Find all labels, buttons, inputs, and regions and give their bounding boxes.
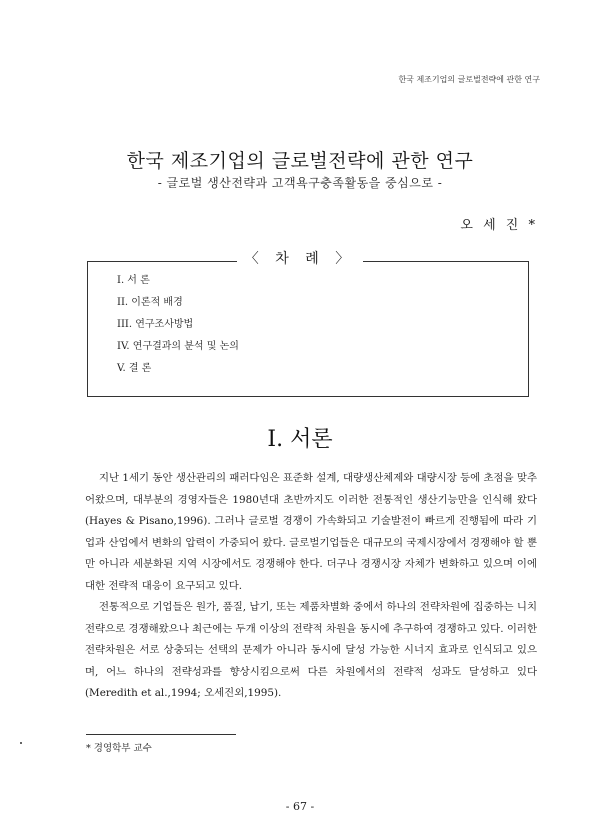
section-title: I. 서론 (267, 427, 333, 452)
paragraph: 지난 1세기 동안 생산관리의 패러다임은 표준화 설계, 대량생산체제와 대량시장 등에 초점을 맞추어왔으며, 대부분의 경영자들은 1980년대 초반까지도 이러한 전통적인 생산기능만을 인식해 왔다(Hayes & Pisano,1996). 그러나 글로벌 경쟁이 가속화되고 기술발전이 빠르게 진행됨에 따라 기업과 산업에서 변화의 압력이 가중되어 왔다. 글로벌기업들은 대규모의 국제시장에서 경쟁해야 할 뿐만 아니라 세분화된 지역 시장에서도 경쟁해야 한다. 더구나 경쟁시장 자체가 변화하고 있으며 이에 대한 전략적 대응이 요구되고 있다. (85, 472, 537, 592)
toc-item: III. 연구조사방법 (117, 319, 194, 330)
page-number: - 67 - (285, 800, 315, 813)
author-name: 오 세 진 * (460, 218, 538, 233)
toc-heading (0, 248, 600, 268)
toc-item: V. 결 론 (117, 363, 152, 374)
paper-subtitle: - 글로벌 생산전략과 고객욕구충족활동을 중심으로 - (157, 176, 443, 190)
paper-title: 한국 제조기업의 글로벌전략에 관한 연구 (126, 150, 474, 172)
paragraph: 전통적으로 기업들은 원가, 품질, 납기, 또는 제품차별화 중에서 하나의 전략차원에 집중하는 니치전략으로 경쟁해왔으나 최근에는 두개 이상의 전략적 차원을 동시에 추구하여 경쟁하고 있다. 이러한 전략차원은 서로 상충되는 선택의 문제가 아니라 동시에 달성 가능한 시너지 효과로 인식되고 있으며, 어느 하나의 전략성과를 향상시킴으로써 다른 차원에서의 전략적 성과도 달성하고 있다(Meredith et al.,1994; 오세진외,1995). (85, 601, 537, 699)
toc-item: I. 서 론 (117, 275, 150, 286)
toc-heading-label: 〈 차 례 〉 (237, 248, 363, 268)
body-text (85, 468, 537, 705)
footnote-rule (86, 734, 236, 735)
running-head: 한국 제조기업의 글로벌전략에 관한 연구 (398, 75, 540, 84)
toc-item: II. 이론적 배경 (117, 297, 183, 308)
scan-speck (20, 742, 22, 744)
toc-list (117, 270, 239, 380)
toc-item: IV. 연구결과의 분석 및 논의 (117, 341, 239, 352)
footnote: * 경영학부 교수 (86, 743, 152, 754)
